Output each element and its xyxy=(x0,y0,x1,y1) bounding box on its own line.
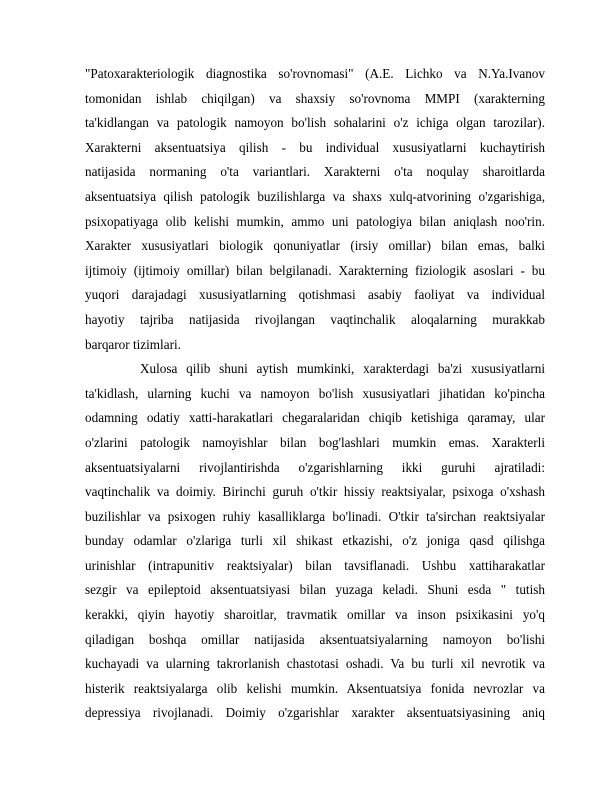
text-line: vaqtinchalik va doimiy. Birinchi guruh o'tkir hissiy reaktsiyalar, psixoga o'xshash xyxy=(85,484,545,500)
paragraph-1 xyxy=(85,62,545,357)
text-line: depressiya rivojlanadi. Doimiy o'zgarishlar xarakter aksentuatsiyasining aniq xyxy=(85,705,545,721)
text-line: urinishlar (intrapunitiv reaktsiyalar) bilan tavsiflanadi. Ushbu xattiharakatlar xyxy=(85,557,545,573)
text-line: Xarakter xususiyatlari biologik qonuniyatlar (irsiy omillar) bilan emas, balki xyxy=(85,238,545,254)
document-body xyxy=(85,62,545,726)
text-line: Xulosa qilib shuni aytish mumkinki, xarakterdagi ba'zi xususiyatlarni xyxy=(140,361,545,377)
text-line: kerakki, qiyin hayotiy sharoitlar, travmatik omillar va inson psixikasini yo'q xyxy=(85,607,545,623)
text-line: Xarakterni aksentuatsiya qilish - bu individual xususiyatlarni kuchaytirish xyxy=(85,139,545,155)
text-line: tomonidan ishlab chiqilgan) va shaxsiy so'rovnoma MMPI (xarakterning xyxy=(85,90,545,106)
text-line: barqaror tizimlari. xyxy=(85,336,181,352)
text-line: natijasida normaning o'ta variantlari. Xarakterni o'ta noqulay sharoitlarda xyxy=(85,164,545,180)
text-line: ta'kidlash, ularning kuchi va namoyon bo'lish xususiyatlari jihatidan ko'pincha xyxy=(85,385,545,401)
text-line: ijtimoiy (ijtimoiy omillar) bilan belgilanadi. Xarakterning fiziologik asoslari - bu xyxy=(85,262,545,278)
text-line: hayotiy tajriba natijasida rivojlangan vaqtinchalik aloqalarning murakkab xyxy=(85,311,545,327)
text-line: aksentuatsiyalarni rivojlantirishda o'zgarishlarning ikki guruhi ajratiladi: xyxy=(85,459,545,475)
paragraph-2 xyxy=(85,357,545,726)
text-line: psixopatiyaga olib kelishi mumkin, ammo uni patologiya bilan aniqlash noo'rin. xyxy=(85,213,545,229)
text-line: buzilishlar va psixogen ruhiy kasalliklarga bo'linadi. O'tkir ta'sirchan reaktsiyalar xyxy=(85,508,545,524)
text-line: odamning odatiy xatti-harakatlari chegaralaridan chiqib ketishiga qaramay, ular xyxy=(85,410,545,426)
text-line: bunday odamlar o'zlariga turli xil shikast etkazishi, o'z joniga qasd qilishga xyxy=(85,533,545,549)
text-line: "Patoxarakteriologik diagnostika so'rovnomasi" (A.E. Lichko va N.Ya.Ivanov xyxy=(85,66,545,81)
text-line: sezgir va epileptoid aksentuatsiyasi bilan yuzaga keladi. Shuni esda " tutish xyxy=(85,582,545,598)
text-line: yuqori darajadagi xususiyatlarning qotishmasi asabiy faoliyat va individual xyxy=(85,287,545,303)
text-line: histerik reaktsiyalarga olib kelishi mumkin. Aksentuatsiya fonida nevrozlar va xyxy=(85,680,545,696)
text-line: ta'kidlangan va patologik namoyon bo'lish sohalarini o'z ichiga olgan tarozilar). xyxy=(85,115,545,131)
text-line: kuchayadi va ularning takrorlanish chastotasi oshadi. Va bu turli xil nevrotik va xyxy=(85,656,545,672)
text-line: o'zlarini patologik namoyishlar bilan bog'lashlari mumkin emas. Xarakterli xyxy=(85,434,545,450)
text-line: aksentuatsiya qilish patologik buzilishlarga va shaxs xulq-atvorining o'zgarishiga, xyxy=(85,188,545,204)
text-line: qiladigan boshqa omillar natijasida aksentuatsiyalarning namoyon bo'lishi xyxy=(85,631,545,647)
